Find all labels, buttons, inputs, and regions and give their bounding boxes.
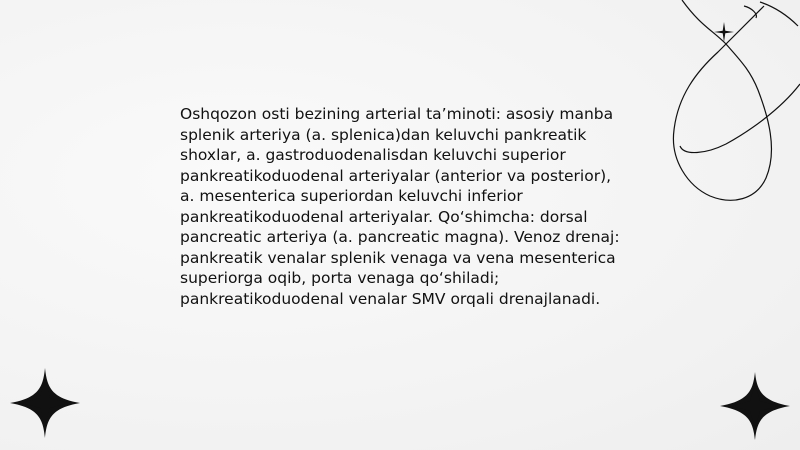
four-point-star-icon	[10, 368, 80, 438]
slide-body-text: Oshqozon osti bezining arterial ta’minoti: asosiy manba splenik arteriya (a. splenica)dan keluvchi pankreatik shoxlar, a. gastroduodenalisdan keluvchi superior pankreatikoduodenal arteriyalar (anterior va posterior), a. mesenterica superiordan keluvchi inferior pankreatikoduodenal arteriyalar. Qo‘shimcha: dorsal pancreatic arteriya (a. pancreatic magna). Venoz drenaj: pankreatik venalar splenik venaga va vena mesenterica superiorga oqib, porta venaga qo‘shiladi; pankreatikoduodenal venalar SMV orqali drenajlanadi.	[180, 105, 620, 308]
orbit-lines-icon	[640, 0, 800, 205]
four-point-star-icon	[720, 372, 790, 440]
